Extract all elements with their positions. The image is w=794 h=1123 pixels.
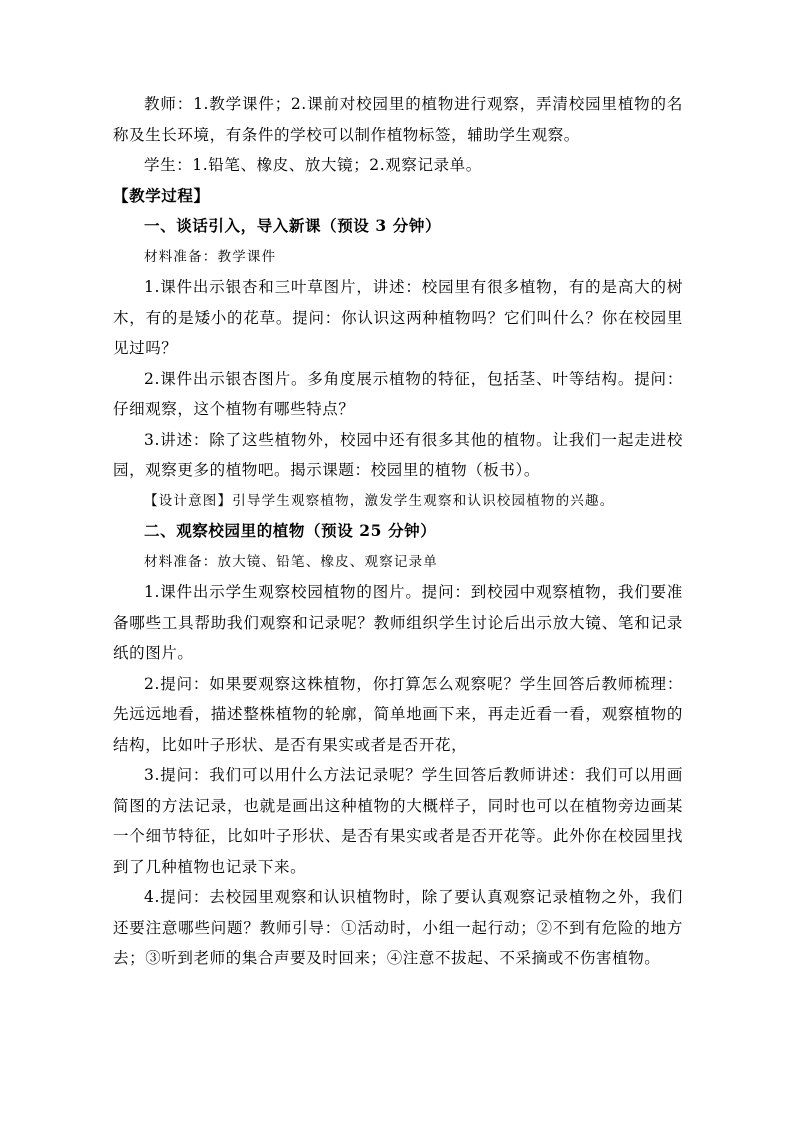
section2-step2-paragraph: 2.提问：如果要观察这株植物，你打算怎么观察呢？学生回答后教师梳理：先远远地看，描述整株植物的轮廓，简单地画下来，再走近看一看，观察植物的结构，比如叶子形状、是否有果实或者是否开花， (113, 674, 683, 754)
document-page (113, 89, 683, 974)
design-intent-paragraph: 【设计意图】引导学生观察植物，激发学生观察和认识校园植物的兴趣。 (144, 492, 615, 509)
section1-step2-paragraph: 2.课件出示银杏图片。多角度展示植物的特征，包括茎、叶等结构。提问：仔细观察，这个植物有哪些特点？ (113, 369, 683, 418)
section2-step3-paragraph: 3.提问：我们可以用什么方法记录呢？学生回答后教师讲述：我们可以用画简图的方法记录，也就是画出这种植物的大概样子，同时也可以在植物旁边画某一个细节特征，比如叶子形状、是否有果实或者是否开花等。此外你在校园里找到了几种植物也记录下来。 (113, 766, 683, 876)
section2-step1-paragraph: 1.课件出示学生观察校园植物的图片。提问：到校园中观察植物，我们要准备哪些工具帮助我们观察和记录呢？教师组织学生讨论后出示放大镜、笔和记录纸的图片。 (113, 583, 683, 662)
section1-heading: 一、谈话引入，导入新课（预设 3 分钟） (144, 216, 442, 235)
student-preparation-paragraph: 学生：1.铅笔、橡皮、放大镜；2.观察记录单。 (144, 156, 482, 174)
section2-step4-paragraph: 4.提问：去校园里观察和认识植物时，除了要认真观察记录植物之外，我们还要注意哪些问题？教师引导：①活动时，小组一起行动；②不到有危险的地方去；③听到老师的集合声要及时回来；④注意不拔起、不采摘或不伤害植物。 (113, 888, 683, 967)
section1-step3-paragraph: 3.讲述：除了这些植物外，校园中还有很多其他的植物。让我们一起走进校园，观察更多的植物吧。揭示课题：校园里的植物（板书）。 (113, 430, 683, 479)
section1-step1-paragraph: 1.课件出示银杏和三叶草图片，讲述：校园里有很多植物，有的是高大的树木，有的是矮小的花草。提问：你认识这两种植物吗？它们叫什么？你在校园里见过吗？ (113, 278, 683, 357)
section1-materials: 材料准备：教学课件 (144, 248, 277, 265)
teacher-preparation-paragraph: 教师：1.教学课件；2.课前对校园里的植物进行观察，弄清校园里植物的名称及生长环境，有条件的学校可以制作植物标签，辅助学生观察。 (113, 95, 683, 144)
section2-heading: 二、观察校园里的植物（预设 25 分钟） (144, 521, 437, 540)
section2-materials: 材料准备：放大镜、铅笔、橡皮、观察记录单 (144, 553, 438, 570)
teaching-process-heading: 【教学过程】 (113, 185, 210, 205)
